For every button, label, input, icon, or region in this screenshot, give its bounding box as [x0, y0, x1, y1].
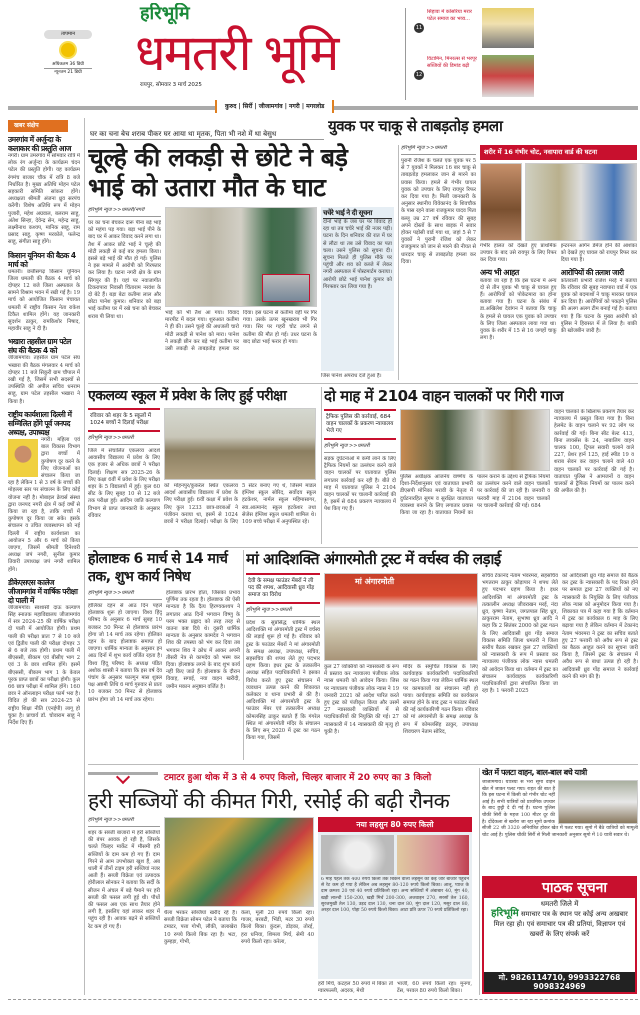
byline: हरिभूमि न्यूज >>धमतरी — [324, 443, 396, 453]
garlic-body: 6 माह पहले तक 400 रुपये किलो तक बिकने वाला लहसुन की कई जोर बाजार पहुंचने से रेट कम हो गया है लेकिन अब लहसुन 80-120 रुपये किलो बिका। आलू, प्याज के दाम क्रमशः 20 एवं 40 रुपये प्रतिकिलो रहा। अन्य सब्जियों में अंबाबार 40, मूंग 40, खड़ी लाल्ची 150-200, खड़ी मिर्च 200-300, अजवाइन 270, सरसों तेल 160, सुरजमुखी तेल 130, उड़द दाल 130, चना दाल 80, मूंग दाल 120, मसूर दाल 80, अरहर दाल 100, पोहा 50 रुपये किलो बिका। आटा प्रति ऊपर 70 रुपये प्रतिकिलो रहा। — [321, 877, 469, 914]
garlic-photo — [321, 835, 394, 875]
article-body: होलिका दहन से आठ दिन पहले होलाष्टक शुरू हो जाएगा। विश्व हिंदू परिषद के अनुसार 6 मार्च सुबह 10 बजकर 50 मिनट से होलाष्टक प्रारंभ होगा जो 14 मार्च तक रहेगा। होलिका दहन के बाद होलाष्टक समाप्त हो जाएगा। धार्मिक मान्यता के अनुसार इन आठ दिनों में शुभ कार्य वर्जित रहता है। विश्व हिंदू परिषद के अध्यक्ष पंडित अशोक शास्त्री ने बताया कि इस वर्ष देव पंचांग के अनुसार फाल्गुन मास शुक्ल पक्ष अष्टमी तिथि 6 मार्च गुरुवार से प्रातः 10 बजकर 50 मिनट से होलाष्टक प्रारंभ होगा जो 14 मार्च तक रहेगा। — [88, 603, 162, 703]
lead-kicker-region — [90, 120, 324, 140]
article-body: वाहन चालकों के खिलाफ प्रकरण तैयार कर न्यायालय में प्रस्तुत किया गया है। बिना हेलमेट के वाहन चलाने पर 92 लोग पर कार्रवाई की गई। बिना सीट बेल्ट 413, बिना लायसेंस के 24, नाबालिग वाहन चालक 100, ट्रिपल सवारी चलाने वाले 227, प्रेशर हार्न 125, हाई स्पीड 19 व शराब सेवन कर वाहन चलाने वाले 40 वाहन चालकों पर कार्रवाई की गई है। यातायात पुलिस ने आमजनों व वाहन चालकों से ट्रैफिक नियमों का पालन करने की अपील की है। — [554, 409, 634, 495]
lead-sidebar-col — [321, 207, 394, 380]
max-temp: अधिकतम 36 डिग्री — [44, 61, 92, 69]
eklavya-headline: एकलव्य स्कूल में प्रवेश के लिए हुई परीक्षा — [88, 388, 287, 404]
onion-photo — [397, 835, 470, 875]
phone-number[interactable]: 9098324969 — [533, 982, 586, 991]
notice-phones — [484, 972, 635, 992]
veg-col2 — [164, 817, 314, 995]
notice-content — [484, 898, 635, 972]
stab-subs — [480, 268, 637, 380]
sidebar-body: दोनों भाई के जब घर पर विवाद हो रहा था तब चचेरे भाई की नजर पड़ी। घटना के दिन शनिवार की रात में घर से लौटा था तब उसे विवाद का पता चला। उसने पुलिस को सूचना दी। सूचना मिलते ही पुलिस मौके पर पहुंची और शव को कब्जे में लेकर नगरी अस्पताल में पोस्टमार्टम कराया। आरोपी छोटे भाई पानेश कुमार को गिरफ्तार कर लिया गया है। — [323, 219, 392, 290]
vehicle-photo — [558, 780, 638, 824]
stab-story — [401, 145, 638, 380]
byline: हरिभूमि न्यूज >>धमतरी — [88, 590, 162, 600]
column-divider — [243, 550, 244, 760]
section-rule — [88, 383, 638, 384]
article-body: को मोहनपुर/कुकरेल स्थित एकलव्य आदर्श आवासीय विद्यालय में प्रवेश के लिए परीक्षा हुई। 6वीं कक्षा में प्रवेश के लिए कुल 1233 छात्र-छात्राओं ने पंजीयन कराया था, इसमें से 1024 छात्रों ने परीक्षा दिलाई। परीक्षा के लिए 5 सेंटर बनाए गए थे, जिसमें माडल इंग्लिश स्कूल सोरिद, सर्वोदय स्कूल हटकेशर, नार्मल स्कूल महिमासागर, स्वा.आत्मानंद स्कूल हटकेशर तथा सेजेस इंग्लिश स्कूल धमतरी शामिल थे। 109 बच्चे परीक्षा में अनुपस्थित रहे। — [164, 483, 316, 526]
brief-title: भखारा तहसील ग्राम पटेल संघ की बैठक 4 को — [8, 337, 71, 356]
angarmoti-col2 — [324, 573, 478, 760]
teaser-panel — [405, 8, 640, 100]
locality-link[interactable]: मगरलोड — [306, 103, 325, 110]
article-body: शहर के सब्जी बाजारों में हरी सब्जियों की बंपर आवक हो रही है, जिसके चलते चिल्हर मार्केट में मौसमी हरी सब्जियों के दाम कम हो गए हैं। दाम गिरने से आम उपभोक्ता खुश हैं, अब थाली में तीनों टाइम हरी सब्जियां नजर आती हैं। सब्जी विक्रेता एवं उत्पादक होरीलाल सोनकर ने बताया कि सर्दी के सीजन में अंचल में बड़े पैमाने पर हरी सब्जी की फसल लगी हुई थी। पौधों की फसल अब एक साथ तैयार होने लगी है, इसलिए यहां लाकर शहर में पहुंच रही है। आवक बढ़ने से सब्जियों रेट कम हो गए हैं। — [88, 830, 160, 930]
angarmoti-col3 — [482, 573, 558, 760]
sidebar-title: चचेरे भाई ने दी सूचना — [323, 209, 392, 219]
brief-body: जीजामगांव। स्वशासी दाऊ कल्याण सिंह स्नातक महाविद्यालय जीजामगांव में सत्र 2024-25 की वार्षिक परीक्षा दो पाली में आयोजित होगी। प्रथम पाली की परीक्षा प्रातः 7 से 10 बजे एवं द्वितीय पाली की परीक्षा दोपहर 3 से 6 बजे तक होगी। प्रथम पाली में बीएससी, बीकाम एवं बीसीए भाग 2 एवं 3 के छात्र शामिल होंगे। इसमें बीएससी, बीकाम भाग 1 के केवल पूरक प्राप्त छात्रों का परीक्षा होगी। कुल 66 छात्र परीक्षा में शामिल होंगे। 160 छात्र ने ऑनलाइन परीक्षा फार्म भरा है। विदित हो की सत्र 2024-25 से राष्ट्रीय शिक्षा नीति (एनईपी) लागू हो चुका है। प्राचार्य डॉ. चोवाराम साहू ने निर्देश दिए हैं। — [8, 604, 80, 726]
article-body: हरी मिर्च, कटहल 50 रुपये में बिका तो ग्वारफल्ली, अदरक, मेथी — [318, 980, 393, 994]
article-body: भाई को भी तैश आ गया। विवाद मारपीट में बदल गया। शुरुआत कतीमा ने ही की। उसने चूल्हे की अधजली चारो मोटी लकड़ी से पानेश को मारा। पानेश ने लकड़ी छीन कर बड़े भाई कतीमा पर उसी लकड़ी से ताबड़तोड़ हमला कर दिया। इस घटना से कतीमा वहीं पर गिर गया। उसके ऊपर खूनखराब भी गिर गया। सिर पर गहरी चोट लगने से कतीमा की मौत हो गई। उधर घटना के बाद छोटा भाई फरार हो गया। — [165, 310, 317, 353]
article-body: जिस पानेश अपराध दर्ज हुआ है। — [321, 372, 382, 379]
traffic-col2 — [400, 409, 550, 544]
teaser-text: सिहावा में कोसरिया मरार पटेल समाज का भव्य... — [427, 9, 472, 22]
article-body: को आदिवासी ध्रुव गोंड़ समाज की बैठक कर ट्रस्ट के न्यासकारी के पद रिक्त होने पर समाज द्वारा 27 व्यक्तियों को नए न्यासकारी के नियुक्ति के लिए पंजीयक लोक न्यास को अनुमोदन किया गया है। शिकायत पत्र में कहा गया है कि वर्तमान में ट्रस्ट का कार्यकाल 6 माह के लिए बढ़ाया गया है लेकिन वर्तमान में टेकानंद नेताम भंवरमरा ने ट्रस्ट का सचिव बताते हुए 27 फरवरी को अवैध रूप से ट्रस्ट का बैठक आहूत करने का सूचना जारी किया है, जिसमें ट्रस्ट के संचालन में अवैध रूप से बाधा उत्पन्न हो रही है। आदिवासी ध्रुव गोंड़ समाज ने कार्रवाई करने की मांग की है। — [562, 573, 638, 680]
chevron-down-icon — [88, 768, 158, 788]
brief-body: नगरी। महिला एवं बाल विकास विभाग द्वारा बच्चों में कुपोषण दूर करने के लिए योजनाओं का संचालन किया जा रहा है लेकिन 1 से 3 वर्ष के बच्चों की मोहल्ला स्तर पर संचालन के लिए कोई योजना नहीं है। मोबाइल क्रेचर्स संस्था द्वारा जनपद नगरी क्षेत्र में कई वर्षों से किया जा रहा है, ताकि बच्चों में कुपोषण दूर किया जा सके। इसके संचालन व उचित व्यवस्थापन को नई दिल्ली में राष्ट्रीय कार्यशाला का आयोजन 5 और 6 मार्च को किया जाएगा, जिसमें श्रीमती दिनेश्वरी अध्यक्ष जपं नगरी, सुनील कुमार तिवारी उपाध्यक्ष जपं नगरी शामिल होंगे। — [8, 436, 80, 573]
teaser-page-badge: 12 — [415, 72, 423, 78]
column-divider — [84, 118, 85, 995]
khet-story — [482, 768, 638, 872]
holashtak-story — [88, 550, 241, 760]
traffic-col1 — [324, 409, 396, 544]
subheading: अन्य भी आहत — [480, 267, 519, 277]
phone-numbers[interactable]: मो. 9826114710, 9993322768 — [498, 973, 621, 982]
police-photo — [525, 163, 637, 241]
article-body: घर का चना बेचकर दारू पीना बड़े भाई को महंगा पड़ गया। बड़ा भाई पीने के बाद घर में आकर विवाद करने लगा था। तैश में आकर छोटे भाई ने चूल्हे की मोटी लकड़ी से कई बार हमला किया। इससे बड़े भाई की मौत हो गई। पुलिस ने इस मामले में आरोपी को गिरफ्तार कर लिया है। घटना नगरी क्षेत्र के ग्राम सिंगपुर की है। यहां पर नवाजागीत टिकरापारा निवासी चिंताराम नरवंश के दो बेटे हैं। बड़ा बेटा कतीमा लाल और छोटा पानेश कुमार। शनिवार को बड़ा भाई कतीमा घर में रखे चना को बेचकर शराब पी लिया था। — [88, 220, 161, 320]
angarmoti-photo — [324, 573, 478, 661]
garlic-box — [318, 832, 472, 979]
kicker-box: देवी के समक्ष फाउंडर मेंबरों ने ली पद की शपथ, आदिवासी ध्रुव गोंड़ समाज का विरोध — [246, 573, 320, 604]
stab-sub2 — [561, 268, 638, 380]
locality-link[interactable]: नगरी — [289, 103, 300, 110]
angarmoti-subcols — [324, 664, 478, 760]
kicker-box: ट्रैफिक पुलिस की कार्रवाई, 684 वाहन चालकों के प्रकरण न्यायालय भेजे गए — [324, 409, 396, 440]
kicker-box: रविवार को शहर के 5 स्कूलों में 1024 बच्चों ने दिलाई परीक्षा — [88, 408, 160, 432]
lead-headline-line: भाई को उतारा मौत के घाट — [88, 173, 326, 202]
angarmoti-story — [246, 550, 638, 760]
veg-kicker-row — [88, 768, 476, 788]
holashtak-headline: होलाष्टक 6 मार्च से 14 मार्च तक, शुभ कार्य निषेध — [88, 551, 228, 585]
article-body: मंदिर के समुचित विकास के लिए कार्यवाहक कार्यकारिणी पदाधिकारियों का गठन किया गया लेकिन धार्मिक स्थल पर कामकाजों का संचालन नहीं हो पाया। कार्यवाहक समिति का कार्यकाल समाप्त होने के बाद ट्रस्ट न फाउंडर मेंबरों की नई कार्यकारिणी गठन किया। रविवार को मां अंगारमोती के समक्ष अध्यक्ष के रूप में कोमलसिंह ठाकुर, उपाध्यक्ष शिवचरण नेताम सोरिद, — [403, 664, 478, 735]
brief-title: राष्ट्रीय कार्यशाला दिल्ली में सम्मिलित होंगे पूर्व जनपद अध्यक्ष, उपाध्यक्ष — [8, 409, 72, 437]
byline: हरिभूमि न्यूज >>धमतरी — [88, 435, 160, 445]
veg-headline: हरी सब्जियों की कीमत गिरी, रसोई की बढ़ी रौनक — [88, 789, 450, 813]
column-divider — [398, 145, 399, 380]
khet-body-wrap — [482, 780, 638, 872]
eklavya-col2 — [164, 408, 316, 544]
article-body: कुल 27 व्यक्तियों को न्यासकारी के रूप में प्रस्ताव कर न्यायालय पंजीयक लोक न्यास धमतरी को आवेदन किया। जिस पर न्यायालय पंजीयक लोक न्यास ने 19 जनवरी 2021 को आदेश पारित करते हुए ट्रस्ट को पंजीकृत किया और उसमें 27 न्यासकारी व्यक्तियों में से पदाधिकारियों की नियुक्ति की गई। 27 न्यासकारी में 14 न्यासकारी की मृत्यु हो चुकी है। — [324, 664, 399, 735]
stab-banner: शरीर में 16 गंभीर चोट, नवापारा वार्ड की घटना — [480, 145, 637, 160]
notice-line: धमतरी जिले में — [540, 900, 579, 908]
photo-caption: गंभीर हालत को देखते हुए प्राथमिक उपचार के बाद उसे रायपुर के लिए रिफर कर दिया गया। — [480, 243, 557, 264]
veg-story — [88, 768, 476, 995]
subheading: आरोपियों की तलाश जारी — [560, 267, 624, 277]
eklavya-story — [88, 387, 318, 544]
article-body: प्रदेश के सुप्रसिद्ध धार्मिक स्थल आदिशक्ति मां अंगारमोती ट्रस्ट में वर्चस्व की लड़ाई शुरू हो गई है। रविवार को ट्रस्ट के फाउंडर मेंबरों ने मां अंगारमोती के समक्ष अध्यक्ष, उपाध्यक्ष, सचिव, सहसचिव की शपथ लेते हुए पदभार ग्रहण किया। इधर ट्रस्ट के तत्कालीन अध्यक्ष सहित पदाधिकारियों ने इसका विरोध करते हुए ट्रस्ट संचालन में व्यवधान उत्पन्न करने की शिकायत कलेक्टर व थाना प्रभारी से की है। आदिशक्ति मां अंगारमोती ट्रस्ट के फाउंडर मेंबर एवं तत्कालीन अध्यक्ष कोमलसिंह ठाकुर बताते हैं कि गंगरेल स्थित मां अंगारमोती मंदिर के संचालन के लिए सन् 2020 में ट्रस्ट का गठन किया गया, जिसमें — [246, 620, 320, 742]
article-body: होलाष्टक प्रारंभ होता, जिसका प्रभाव पूर्णिमा तक रहता है। होलाष्टक की ऐसी मान्यता है कि दैत्य हिरण्यकश्यप ने लगातार आठ दिनों भगवान विष्णु के परम भक्त प्रह्लाद को तरह तरह से यातना कष्ट दिये थे। दूसरी धार्मिक मान्यता के अनुसार कामदेव ने भगवान शिव की तपस्या को भंग कर दिया तब भगवान शिव ने क्रोध में आकर अपनी तीसरी नेत्र से कामदेव को भस्म कर दिया। होलाष्टक लगने के बाद शुभ कार्य नहीं किए जाते हैं। होलाष्टक के दौरान विवाह, सगाई, नया वाहन खरीदी, जमीन मकान अनुष्ठान वर्जित है। — [166, 590, 240, 690]
photo-caption: इन्टरनल आर्गन डेमेज होने की आशंका को देखते हुए घायल को रायपुर रिफर कर दिया गया है। — [560, 243, 637, 264]
brief-title: डीकेएसएस कालेज जीजामगांव में वार्षिक परीक्षा दो पाली में — [8, 577, 78, 605]
notice-brand: हरिभूमि — [491, 908, 519, 919]
lead-col1 — [88, 207, 161, 380]
traffic-col3 — [554, 409, 634, 544]
holashtak-col1 — [88, 590, 162, 760]
teaser-photo — [482, 55, 534, 97]
byline: हरिभूमि न्यूज >>धमतरी — [401, 145, 476, 155]
teaser-photo — [482, 8, 534, 48]
article-body: सचिव टेकानंद नेताम भंवरमरा, सहसचिव भगतराम ठाकुर कोड़ापार ने शपथ लेते हुए पदभार ग्रहण किया है। इधर आदिशक्ति मां अंगारमोती ट्रस्ट के तत्कालीन अध्यक्ष जीवराखन मरई, नंदा ध्रुव, कृष्णा नेताम, जगतपाल सिंह ध्रुव, ठाकुरराम नेताम, सुभाषा ध्रुव आदि ने कहा कि 2 सितंबर 2000 को ट्रस्ट गठन के लिए आदिवासी ध्रुव गोंड़ समाज विकास समिति जिला धमतरी ने जिला स्तरीय बैठक रखकर कुल 27 व्यक्तियों को न्यासकारी के रूप में प्रस्ताव कर न्यायालय पंजीयक लोक न्यास धमतरी को आवेदन किया था। वर्तमान में ट्रस्ट का संचालन कार्यवाहक कार्यकारिणी पदाधिकारियों द्वारा संचालित किया जा रहा है। 1 फरवरी 2025 — [482, 573, 558, 695]
notice-title: पाठक सूचना — [484, 878, 635, 898]
section-label: खबर संक्षेप — [8, 120, 68, 132]
locality-link[interactable]: सिर्री — [242, 103, 253, 110]
article-body: बताया जा रहा है कि इस घटना में अन्य दो से तीन युवक भी चाकू से घायल हुए हैं। आरोपियों को पोकेटमारा का होना बताया गया है। घटना के संबंध में डा.अखिलेश देवांगन ने बताया कि चाकू के हमले से घायल एक युवक को उपचार के लिए जिला अस्पताल लाया गया था। युवक के शरीर में 15 से 16 जगहों चाकू लगा है। — [480, 277, 557, 342]
byline: हरिभूमि न्यूज >>धमतरी — [88, 817, 160, 827]
lead-sidebar — [321, 207, 394, 371]
article-body: कोतवाली प्रभारी राजेश मरई ने बताया कि रविवार की सुबह नवापारा वार्ड में एक युवक को बदमाशों ने चाकू मारकर घायल कर दिया है। आरोपियों को पकड़ने पुलिस की अलग अलग टीम बनाई गई है। बताया गया है कि घटना के मुख्य आरोपी को पुलिस ने हिरासत में ले लिया है। बाकी की खोजबीन जारी है। — [560, 277, 637, 335]
notice-text — [487, 909, 632, 939]
reader-notice — [482, 876, 637, 994]
stab-right — [480, 145, 637, 380]
traffic-headline: दो माह में 2104 वाहन चालकों पर गिरी गाज — [324, 387, 564, 405]
garlic-photos — [321, 835, 469, 875]
traffic-photo — [400, 409, 550, 471]
lead-kicker: घर का चना बेच शराब पीकर घर आया था मृतक, पिता भी नशे में था बेसुध — [90, 130, 324, 140]
article-body: केला, मूली 20 रुपये किलो रहा। गाजर, बरबटी, भिंडी, मटर 30 रुपये किलो बिका। कुंदरू, डोड़का, तोरई, हरा धनिया, शिमला मिर्च, सेमी 40 रुपये किलो रहा। करेला, — [241, 910, 314, 945]
stab-headline: युवक पर चाकू से ताबड़तोड़ हमला — [328, 117, 503, 135]
market-photo — [164, 817, 314, 907]
stab-sub1 — [480, 268, 557, 380]
teaser-page-badge: 11 — [415, 25, 423, 31]
eklavya-col1 — [88, 408, 160, 544]
brief-title: किसान यूनियन की बैठक 4 मार्च को — [8, 250, 76, 269]
locality-link[interactable]: कुरुद — [225, 103, 237, 110]
teaser-item[interactable] — [414, 55, 639, 99]
brief-title: उमरगांव में अर्जुन्दा के कलाकार की प्रस्तुति आज — [8, 135, 72, 153]
article-body: पुलिस अधीक्षक आंजनेय वार्ष्णेय के दिशा-निर्देशानुसार एवं यातायात प्रभारी डीएसपी मोनिका मरावी के नेतृत्व में दुर्घटनारहित सुगम व सुरक्षित यातायात व्यवस्था बनाने के लिए लगातार प्रयास किया जा रहा है। यातायात नियमों का पालन कराने के उद्देश्य से ट्रैफिक नियमों का उल्लंघन करने वाले वाहन चालकों पर कार्रवाई की जा रही है। जनवरी व फरवरी माह में 2104 वाहन चालकों पर चालानी कार्रवाई की गई। 684 — [400, 474, 550, 517]
angarmoti-headline: मां आदिशक्ति अंगारमोती ट्रस्ट में वर्चस्व की लड़ाई — [246, 550, 501, 568]
stab-captions — [480, 243, 637, 265]
stab-col — [401, 145, 476, 380]
garlic-banner-text: नया लहसुन 80 रुपए किलो — [356, 820, 434, 829]
eklavya-photo — [164, 408, 316, 480]
article-body: जीजामगांव। यात्रियों से भरा सूमो वाहन खेत में जाकर पलट गया। राहत की बात है कि इस घटना में किसी को गंभीर चोट नहीं आई है। सभी यात्रियों को प्राथमिक उपचार के बाद छुट्टी दे दी गई है। घटना पुलिस चौकी सिर्री के महज 100 मीटर दूर की है। दोंदेकला से खरोरा जा रहा सूमो क्रमांक सीजी 22 जी 3320 अनियंत्रित होकर खेत में पलट गया। सूमो में बैठे यात्रियों को मामूली चोट आई है। पुलिस चौकी सिर्री से मिली जानकारी अनुसार सूमो में 10 यात्री सवार थे। — [482, 780, 638, 838]
traffic-story — [324, 387, 638, 544]
inset-photo — [262, 274, 310, 302]
section-rule — [88, 547, 638, 548]
holashtak-col2 — [166, 590, 240, 760]
teaser-item[interactable] — [414, 8, 639, 52]
section-rule — [88, 764, 638, 765]
lead-headline-line: चूल्हे की लकड़ी से छोटे ने बड़े — [88, 143, 348, 172]
brand-logo: हरिभूमि — [140, 3, 190, 24]
column-divider — [321, 387, 322, 544]
photo-banner-text: मां अंगारमोती — [355, 577, 395, 586]
edition-title: धमतरी भूमि — [135, 24, 338, 82]
sun-icon — [61, 43, 75, 57]
stab-headline-region — [328, 114, 638, 141]
locality-link[interactable]: जीजामगांव — [258, 103, 283, 110]
dateline: रायपुर, सोमवार 3 मार्च 2025 — [140, 82, 202, 88]
angarmoti-col4 — [562, 573, 638, 760]
page-bottom-rule — [8, 999, 638, 1000]
article-body: थैला भरकर सब्जियां खरीद रहे हैं। सब्जी विक्रेता सोमन पटेल ने बताया कि टमाटर, पत्ता गोभी, लौकी, जलाखेरा 10 रुपये किलो बिक रहा है। भटा, कुम्हड़ा, गोभी, — [164, 910, 237, 945]
lead-story — [88, 143, 396, 380]
lead-photo — [165, 207, 317, 307]
stab-photos — [480, 163, 637, 241]
person-photo — [8, 439, 38, 477]
article-body: सड़क दुर्घटनाओं में कमी लाने के लिए ट्रैफिक नियमों का उल्लंघन करने वाले वाहन चालकों पर यातायात पुलिस लगातार कार्रवाई कर रही है। बीते दो माह में यातायात पुलिस ने 2104 वाहन चालकों पर चालानी कार्रवाई की है, इसमें से 684 प्रकरण न्यायालय में पेश किए गए हैं। — [324, 456, 396, 513]
teaser-text: विटामिन, मिनरल्स से भरपूर सब्जियों की डिमांड बढ़ी — [427, 56, 477, 69]
article-body: जिले में संचालित एकलव्य आदर्श आवासीय विद्यालय में प्रवेश के लिए एक हजार से अधिक छात्रों ने परीक्षा दिलाई। शिक्षण सत्र 2025-26 के लिए कक्षा 6वीं में प्रवेश के लिए परीक्षा शहर के 5 विद्यालयों में हुई। कुल 60 सीट के लिए सुबह 10 से 12 बजे तक परीक्षा हुई। आदिम जाति कल्याण विभाग से प्राप्त जानकारी के अनुसार रविवार — [88, 448, 160, 519]
min-temp: न्यूनतम 21 डिग्री — [54, 70, 82, 75]
byline: हरिभूमि न्यूज >>धमतरी — [246, 607, 320, 617]
byline: हरिभूमि न्यूज >>धमतरी/नगरी — [88, 207, 161, 217]
veg-bottom-cols — [318, 981, 472, 995]
notice-body: समाचार पत्र के स्थान पर कोई अन्य अखबार मिल रहा हो। एवं समाचार पत्र की प्रतियां, विज्ञापन एवं खबरों के लिए संपर्क करें — [493, 910, 628, 938]
brief-body: नगरी। ग्राम उमरगांव में सोमवार रात्रि में लोक रंग अर्जुन्दा के कार्यक्रम चंदन पटेल की प्रस्तुति होगी। यह कार्यक्रम रंगमंच बाजार चौक में रात्रि 8 बजे निर्धारित है। मुख्य अतिथि मोहन पटेल सहकारी समिति सांकरा होंगे। अध्यक्षता श्रीमती अंजना ध्रुव सरपंच करेंगी। विशेष अतिथि रूप में मोहन पुजारी, महेश अग्रवाल, बलराम साहू, अंतेश सिन्हा, देवेन्द्र सेन, महेन्द्र साहू, लक्ष्मीनाथ कश्यप, मानिक साहू, राम प्रसाद साहू, कृष्ण मरकोले, फलेन्द्र साहू, संगीता साहू होंगे। — [8, 153, 80, 246]
khet-headline: खेत में पलटा वाहन, बाल-बाल बचे यात्री — [482, 768, 587, 777]
weather-label: तापमान — [44, 30, 92, 39]
veg-kicker: टमाटर हुआ थोक में 3 से 4 रुपए किलो, चिल्हर बाजार में 20 रुपए का 3 किलो — [164, 772, 432, 783]
victim-photo — [480, 163, 522, 241]
lead-headline — [88, 143, 396, 203]
article-body: पुरानी रंजिश के चलते एक युवक पर 5 से 7 युवकों ने मिलकर 16 बार चाकू से ताबड़तोड़ हमलाकर जान से मारने का प्रयास किया। हमले से गंभीर घायल युवक को उपचार के लिए रायपुर रिफर कर दिया गया है। मिली जानकारी के अनुसार स्थानीय विवेकानंद के शिवचौक के पास रहने वाला राजकुमार यादव पिता बल्लू उम्र 27 वर्ष रविवार की सुबह अपने दोस्तों के साथ बाइक में सवार होकर पड़ोसी वार्ड गया था, जहां 5 से 7 युवकों ने पुरानी रंजिश को लेकर राजकुमार को जान से मारने की नीयत से धारदार चाकू से ताबड़तोड़ हमला कर दिया। — [401, 158, 476, 265]
brief-body: धमतरी। छत्तीसगढ़ किसान यूनियन जिला धमतरी की बैठक 4 मार्च को दोपहर 12 बजे जिला अस्पताल के सामने विश्राम भवन में रखी गई है। 19 मार्च को आयोजित किसान पंचायत धमतरी में राष्ट्रीय किसान नेता राकेश टिकैत शामिल होंगे। यह जानकारी सुदर्शन ठाकुर, रामकिशोर निषाद, महावीर साहू ने दी है। — [8, 268, 80, 333]
news-brief-column — [8, 120, 80, 995]
article-body: भाजी, 60 रुपये किलो रहा। मुनगा, टेंस, परवल 80 रुपये किलो बिका। — [397, 980, 472, 994]
column-divider — [479, 768, 480, 995]
veg-col3 — [318, 817, 472, 995]
veg-subcols — [164, 910, 314, 995]
veg-col1 — [88, 817, 160, 995]
masthead — [135, 3, 400, 97]
locality-list: कुरुद | सिर्री | जीजामगांव | नगरी | मगरलोड — [215, 100, 334, 113]
weather-box — [44, 30, 92, 76]
lead-col2 — [165, 207, 317, 380]
garlic-banner — [318, 817, 472, 832]
angarmoti-col1 — [246, 573, 320, 760]
brief-body: जीजामगांव। तहसील ग्राम पटेल संघ भखारा की बैठक मंगलवार 4 मार्च को दोपहर 11 बजे सिकुरी ग्राम चौपाल में रखी गई है, जिसमें सभी सदस्यों से उपस्थिति की अपील सचिव धनराम साहू, ग्राम पटेल तहसील भखारा ने किया है। — [8, 355, 80, 405]
